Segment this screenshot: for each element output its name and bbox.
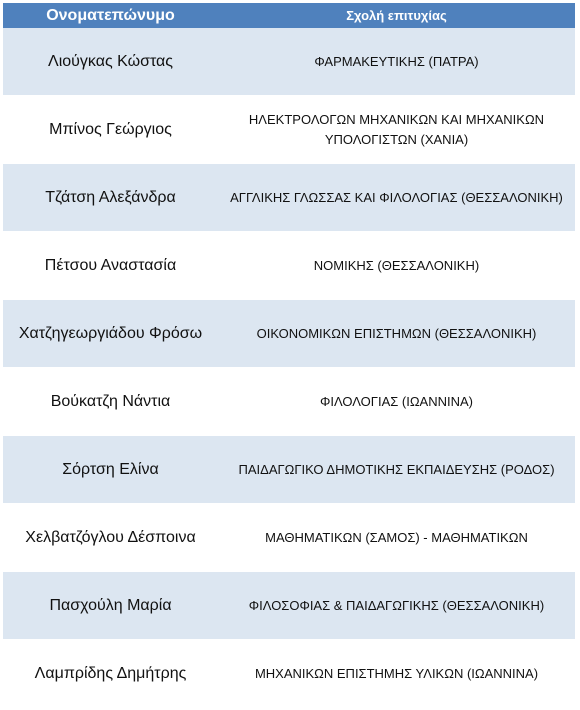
school-name: ΑΓΓΛΙΚΗΣ ΓΛΩΣΣΑΣ ΚΑΙ ΦΙΛΟΛΟΓΙΑΣ (ΘΕΣΣΑΛΟΝΙΚΗ) xyxy=(218,164,575,232)
student-name: Λιούγκας Κώστας xyxy=(3,28,218,96)
table-row xyxy=(3,504,575,572)
table-header xyxy=(3,3,575,28)
school-name: ΗΛΕΚΤΡΟΛΟΓΩΝ ΜΗΧΑΝΙΚΩΝ ΚΑΙ ΜΗΧΑΝΙΚΩΝ ΥΠΟΛΟΓΙΣΤΩΝ (ΧΑΝΙΑ) xyxy=(218,96,575,164)
school-name: ΦΑΡΜΑΚΕΥΤΙΚΗΣ (ΠΑΤΡΑ) xyxy=(218,28,575,96)
table-row xyxy=(3,232,575,300)
table-row xyxy=(3,640,575,708)
student-name: Μπίνος Γεώργιος xyxy=(3,96,218,164)
header-school: Σχολή επιτυχίας xyxy=(218,3,575,28)
school-name: ΝΟΜΙΚΗΣ (ΘΕΣΣΑΛΟΝΙΚΗ) xyxy=(218,232,575,300)
school-name: ΦΙΛΟΛΟΓΙΑΣ (ΙΩΑΝΝΙΝΑ) xyxy=(218,368,575,436)
school-name: ΦΙΛΟΣΟΦΙΑΣ & ΠΑΙΔΑΓΩΓΙΚΗΣ (ΘΕΣΣΑΛΟΝΙΚΗ) xyxy=(218,572,575,640)
table-row xyxy=(3,368,575,436)
header-name: Ονοματεπώνυμο xyxy=(3,3,218,28)
student-name: Πασχούλη Μαρία xyxy=(3,572,218,640)
table-row xyxy=(3,300,575,368)
student-name: Λαμπρίδης Δημήτρης xyxy=(3,640,218,708)
school-name: ΟΙΚΟΝΟΜΙΚΩΝ ΕΠΙΣΤΗΜΩΝ (ΘΕΣΣΑΛΟΝΙΚΗ) xyxy=(218,300,575,368)
student-name: Σόρτση Ελίνα xyxy=(3,436,218,504)
header-row xyxy=(3,3,575,28)
student-name: Βούκατζη Νάντια xyxy=(3,368,218,436)
table-body xyxy=(3,28,575,708)
school-name: ΜΗΧΑΝΙΚΩΝ ΕΠΙΣΤΗΜΗΣ ΥΛΙΚΩΝ (ΙΩΑΝΝΙΝΑ) xyxy=(218,640,575,708)
table-row xyxy=(3,164,575,232)
table-row xyxy=(3,96,575,164)
school-name: ΠΑΙΔΑΓΩΓΙΚΟ ΔΗΜΟΤΙΚΗΣ ΕΚΠΑΙΔΕΥΣΗΣ (ΡΟΔΟΣ) xyxy=(218,436,575,504)
table-row xyxy=(3,436,575,504)
student-name: Χελβατζόγλου Δέσποινα xyxy=(3,504,218,572)
table-row xyxy=(3,28,575,96)
student-name: Χατζηγεωργιάδου Φρόσω xyxy=(3,300,218,368)
results-table xyxy=(3,3,575,708)
student-name: Τζάτση Αλεξάνδρα xyxy=(3,164,218,232)
student-name: Πέτσου Αναστασία xyxy=(3,232,218,300)
table-row xyxy=(3,572,575,640)
school-name: ΜΑΘΗΜΑΤΙΚΩΝ (ΣΑΜΟΣ) - ΜΑΘΗΜΑΤΙΚΩΝ xyxy=(218,504,575,572)
